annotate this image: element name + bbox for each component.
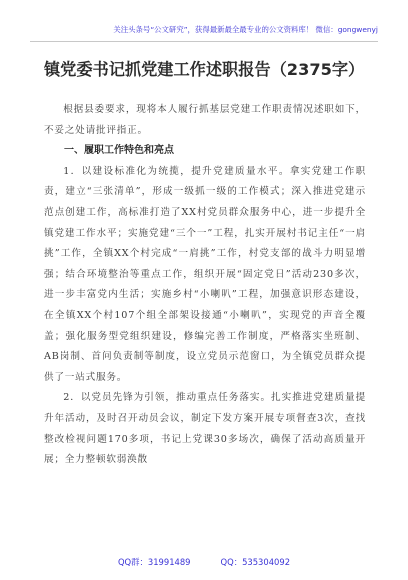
- footer-qq-group: QQ群：31991489: [117, 557, 191, 567]
- document-body: [44, 100, 366, 471]
- section-heading: 一、履职工作特色和亮点: [64, 145, 174, 157]
- paragraph-2: 2．以党员先锋为引领，推动重点任务落实。扎实推进党建质量提升年活动，及时召开动员会议，制定下发方案开展专项督查3次，查找整改检视问题170多项，书记上党课30多场次，确保了活动高质量开展；全力整顿软弱涣散: [44, 392, 366, 466]
- top-banner: 关注头条号“公文研究”，获得最新最全最专业的公文资料库！ 微信：gongwenyj: [113, 24, 378, 34]
- footer-qq: QQ：535304092: [220, 557, 291, 567]
- document-title: 镇党委书记抓党建工作述职报告（2375字）: [44, 60, 365, 79]
- intro-paragraph: 根据县委要求，现将本人履行抓基层党建工作职责情况述职如下，不妥之处请批评指正。: [44, 104, 366, 136]
- footer: [0, 556, 408, 570]
- paragraph-1: 1．以建设标准化为统揽，提升党建质量水平。拿实党建工作职责，建立“三张清单”，形成一级抓一级的工作模式；深入推进党建示范点创建工作，高标准打造了XX村党员群众服务中心，进一步提升全镇党建工作水平；实施党建“三个一”工程，扎实开展村书记主任“一肩挑”工作，全镇XX个村完成“一肩挑”工作，村党支部的战斗力明显增强；结合环境整治等重点工作，组织开展“固定党日”活动230多次，进一步丰富党内生活；实施乡村“小喇叭”工程，加强意识形态建设，在全镇XX个村107个组全部架设接通“小喇叭”，实现党的声音全覆盖；强化服务型党组织建设，修编完善工作制度，严格落实坐班制、AB岗制、首问负责制等制度，设立党员示范窗口，为全镇党员群众提供了一站式服务。: [44, 165, 366, 383]
- header-divider: [30, 41, 378, 42]
